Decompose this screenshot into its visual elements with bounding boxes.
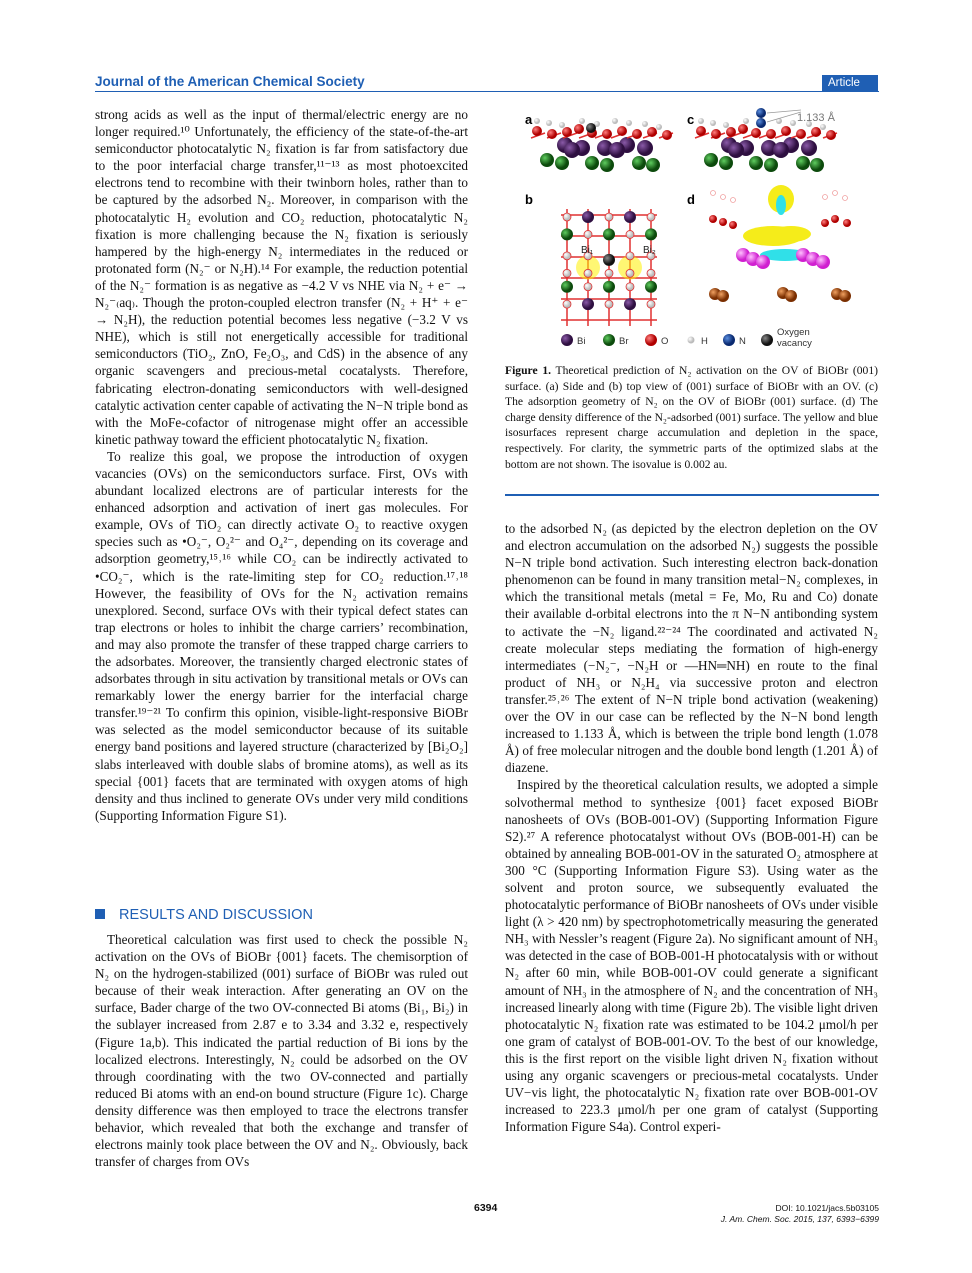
br-atom — [603, 281, 615, 293]
bi-atom — [773, 142, 789, 158]
o-atom — [711, 129, 721, 139]
paragraph: strong acids as well as the input of thermal/electric energy are no longer required.¹⁰ Unfortunately, the efficiency of the state-of-the-art semiconductor photocatalytic N₂ fixation is far from satisfactory due to the poor interfacial charge transfer,¹¹⁻¹³ as most photoexcited electrons tend to recombine with their twinborn holes, rather than to be captured by the adsorbed N₂. Moreover, in comparison with the photocatalytic H₂ evolution and CO₂ reduction, photocatalytic N₂ fixation is more challenging because the N₂ fixation is seriously hampered by the high-energy N₂ intermediates in the reduced or protonated form (N₂⁻ or N₂H).¹⁴ For example, the reduction potential of the N₂⁻ formation is as negative as −4.2 V vs NHE via N₂ + e⁻ → N₂⁻₍aq₎. Though the proton-coupled electron transfer (N₂ + H⁺ + e⁻ → N₂H), the reduction potential becomes less negative (−3.2 V vs NHE), which is still not energetically accessible for traditional semiconductors (TiO₂, ZnO, Fe₂O₃, and CdS) in the absence of any organic scavengers and precious-metal cocatalysts. Therefore, fabricating electron-donating semiconductors with well-designed catalytic activation center capable of activating the N−N triple bond as with the MoFe-cofactor of nitrogenase might offer an accessible kinetic pathway toward the efficient photocatalytic N₂ fixation. — [95, 107, 468, 447]
legend-swatch-n — [723, 334, 735, 346]
left-column-section — [95, 931, 468, 1170]
o-atom — [647, 127, 657, 137]
h-atom — [723, 122, 729, 128]
o-atom — [826, 130, 836, 140]
h-atom — [626, 120, 632, 126]
h-atom — [605, 213, 613, 221]
o-atom — [696, 126, 706, 136]
br-atom — [600, 158, 614, 172]
o-atom — [729, 221, 737, 229]
n-atom — [756, 118, 766, 128]
o-atom — [721, 195, 726, 200]
caption-label: Figure 1. — [505, 364, 552, 377]
bi1-label: Bi₁ — [581, 245, 594, 256]
h-atom — [647, 300, 655, 308]
paragraph: to the adsorbed N₂ (as depicted by the electron depletion on the OV and electron accumulation on the adsorbed N₂) suggests the possible N−N triple bond activation. Such interesting electron back-donation phenomenon can be found in many transition metal−N₂ complexes, in which the transitional metals (metal = Fe, Mo, Ru and Co) donate their available d-orbital electrons into the π N−N antibonding system to activate the −N₂ ligand.²²⁻²⁴ The coordinated and activated N₂ create molecular steps mediating the formation of high-energy intermediates (−N₂⁻, −N₂H or —HN═NH) en route to the final product of NH₃ or N₂H₄ via successive proton and electron transfer.²⁵˒²⁶ The extent of N−N triple bond activation (weakening) over the OV in our case can be reflected by the N−N bond length increased to 1.133 Å, which is between the triple bond length (1.078 Å) of free molecular nitrogen and the double bond length (1.201 Å) of diazene. — [505, 521, 878, 776]
br-atom — [717, 290, 729, 302]
bi-atom — [816, 255, 830, 269]
o-atom — [662, 130, 672, 140]
br-atom — [749, 156, 763, 170]
h-atom — [584, 283, 592, 291]
o-atom — [833, 191, 838, 196]
bi-atom — [609, 142, 625, 158]
bond — [767, 112, 801, 122]
bi-atom — [624, 211, 636, 223]
br-atom — [764, 158, 778, 172]
header-rule — [95, 91, 879, 92]
o-atom — [562, 127, 572, 137]
br-atom — [603, 228, 615, 240]
legend-label: Oxygen vacancy — [777, 327, 812, 349]
o-atom — [823, 195, 828, 200]
br-atom — [555, 156, 569, 170]
h-atom — [626, 283, 634, 291]
paragraph: Inspired by the theoretical calculation results, we adopted a simple solvothermal method to synthesize {001} facet exposed BiOBr nanosheets of OVs (BOB-001-OV) (Supporting Information Figure S2).²⁷ A reference photocatalyst without OVs (BOB-001-H) can be obtained by annealing BOB-001-OV in the saturated O₂ atmosphere at 300 °C (Supporting Information Figure S3). Using water as the solvent and proton source, we subsequently evaluated the photocatalytic performance of BiOBr nanosheets of OVs under visible light (λ > 420 nm) by spectrophotometrically measuring the generated NH₃ with Nessler’s reagent (Figure 2a). No significant amount of NH₃ was detected in the case of BOB-001-H photocatalysis with or without N₂ after 60 min, while BOB-001-OV could generate a significant amount of NH₃ in the atmosphere of N₂ and the concentration of NH₃ increased linearly along with time (Figure 2b). The visible light driven photocatalytic N₂ fixation rate was estimated to be 104.2 μmol/h per one gram of catalyst of BOB-001-OV. To the best of our knowledge, this is the first report on the visible light driven N₂ fixation without using any organic scavengers or precious-metal cocatalysts. Under UV−vis light, the photocatalytic N₂ fixation rate over BOB-001-OV increased to 223.3 μmol/h per one gram of catalyst (Supporting Information Figure S4a). Control experi- — [505, 777, 878, 1135]
h-atom — [605, 300, 613, 308]
o-atom — [843, 196, 848, 201]
h-atom — [626, 252, 634, 260]
h-atom — [626, 230, 634, 238]
caption-text: Theoretical prediction of N₂ activation on the OV of BiOBr (001) surface. (a) Side and (b) top view of (001) surface of BiOBr with an OV. (c) The adsorption geometry of N₂ on the OV of BiOBr (001) surface. (d) The charge density difference of the N₂-adsorbed (001) surface. The yellow and blue isosurfaces represent charge accumulation and depletion in the space, respectively. For clarity, the symmetric parts of the optimized slabs at the bottom are not shown. The isovalue is 0.002 au. — [505, 364, 878, 471]
h-atom — [743, 118, 749, 124]
br-atom — [839, 290, 851, 302]
legend-label: Br — [619, 336, 629, 347]
figure-1-image — [505, 105, 879, 357]
figure-1 — [505, 105, 879, 357]
o-atom — [532, 126, 542, 136]
h-atom — [584, 269, 592, 277]
br-atom — [796, 156, 810, 170]
o-atom — [821, 219, 829, 227]
br-atom — [646, 158, 660, 172]
panel-label-b: b — [525, 192, 533, 207]
right-column — [505, 520, 878, 1135]
legend-swatch-o — [645, 334, 657, 346]
bi-atom — [582, 211, 594, 223]
legend-swatch-oxygen-vacancy — [761, 334, 773, 346]
doi: DOI: 10.1021/jacs.5b03105 — [775, 1203, 879, 1213]
figure-caption — [505, 363, 878, 472]
o-atom — [709, 215, 717, 223]
o-atom — [711, 191, 716, 196]
vacancy-site — [603, 254, 615, 266]
legend-label: H — [701, 336, 708, 347]
bi-atom — [756, 255, 770, 269]
br-atom — [645, 281, 657, 293]
panel-label-d: d — [687, 192, 695, 207]
legend-swatch-h — [688, 337, 695, 344]
heading-square-icon — [95, 909, 105, 919]
legend-label: Bi — [577, 336, 586, 347]
br-atom — [704, 153, 718, 167]
o-atom — [738, 124, 748, 134]
h-atom — [579, 118, 585, 124]
legend-label: N — [739, 336, 746, 347]
br-atom — [810, 158, 824, 172]
paragraph: To realize this goal, we propose the introduction of oxygen vacancies (OVs) on the semiconductors surface. First, OVs with abundant localized electrons are of particular interests for the enhanced adsorption and activation of inert gas molecules. For example, OVs of TiO₂ can directly activate O₂ to reactive oxygen species such as •O₂⁻, O₂²⁻ and O₄²⁻, depending on its coverage and adsorption geometry,¹⁵˒¹⁶ while CO₂ can be indirectly activated to •CO₂⁻, which is the rate-limiting step for CO₂ reduction.¹⁷˒¹⁸ However, the feasibility of OVs for the N₂ activation remains unexplored. Second, surface OVs with their typical defect states can trap electrons or holes to inhibit the charge carriers’ recombination, and may also promote the transfer of these trapped charge carriers to the adsorbates. Moreover, the transiently charged electronic states of adsorbates through in situ activation by transitional metals or OVs can remarkably lower the energy barrier for the interfacial charge transfer.¹⁹⁻²¹ To confirm this opinion, visible-light-responsive BiOBr was selected as the model semiconductor because of its suitable energy band positions and layered structure (characterized by [Bi₂O₂] slabs interleaved with double slabs of bromine atoms), as well as its special {001} facets that are terminated with oxygen atoms of high density and thus inclined to generate OVs under very mild conditions (Supporting Information Figure S1). — [95, 448, 468, 823]
h-atom — [710, 120, 716, 126]
h-atom — [534, 118, 540, 124]
h-atom — [647, 269, 655, 277]
o-atom — [751, 128, 761, 138]
section-heading-text: RESULTS AND DISCUSSION — [119, 907, 313, 923]
br-atom — [632, 156, 646, 170]
h-atom — [559, 122, 565, 128]
h-atom — [563, 213, 571, 221]
o-atom — [547, 129, 557, 139]
br-atom — [540, 153, 554, 167]
h-atom — [612, 118, 618, 124]
o-atom — [731, 198, 736, 203]
bi2-label: Bi₂ — [643, 245, 656, 256]
article-type-badge: Article — [822, 75, 878, 91]
o-atom — [843, 219, 851, 227]
bi-atom — [582, 298, 594, 310]
page-number: 6394 — [474, 1202, 498, 1214]
h-atom — [546, 120, 552, 126]
h-atom — [563, 269, 571, 277]
br-atom — [561, 281, 573, 293]
panel-label-c: c — [687, 112, 695, 127]
o-atom — [574, 124, 584, 134]
o-atom — [719, 218, 727, 226]
o-atom — [811, 127, 821, 137]
o-atom — [781, 126, 791, 136]
h-atom — [698, 118, 704, 124]
h-atom — [626, 269, 634, 277]
bond — [767, 110, 801, 113]
journal-title: Journal of the American Chemical Society — [95, 74, 365, 89]
o-atom — [632, 129, 642, 139]
accumulation-isosurface — [771, 226, 811, 242]
bi-atom — [637, 140, 653, 156]
bond-length-label: 1.133 Å — [797, 112, 835, 124]
o-atom — [766, 129, 776, 139]
figure-legend — [561, 327, 812, 349]
o-atom — [796, 129, 806, 139]
h-atom — [642, 121, 648, 127]
br-atom — [585, 156, 599, 170]
left-column — [95, 106, 468, 824]
paragraph: Theoretical calculation was first used to check the possible N₂ activation on the OVs of BiOBr {001} facets. The chemisorption of N₂ on the hydrogen-stabilized (001) surface of BiOBr was ruled out because of their weak interaction. After generating an OV on the surface, Bader charge of the two OV-connected Bi atoms (Bi₁, Bi₂) in the sublayer increased from 2.87 e to 3.34 and 3.32 e, respectively (Figure 1a,b). This indicated the partial reduction of Bi ions by the localized electrons. Interestingly, N₂ could be adsorbed on the OV through coordinating with the two OV-connected and partially reduced Bi atoms with an end-on bound structure (Figure 1c). Charge density difference was then employed to trace the electrons transfer behavior, which revealed that both the exchange and transfer of electrons mainly took place between the OV and N₂. Obviously, back transfer of charges from OVs — [95, 932, 468, 1170]
n-atom — [756, 108, 766, 118]
br-atom — [645, 228, 657, 240]
h-atom — [584, 230, 592, 238]
bi-atom — [624, 298, 636, 310]
h-atom — [605, 269, 613, 277]
panel-label-a: a — [525, 112, 533, 127]
br-atom — [719, 156, 733, 170]
br-atom — [785, 290, 797, 302]
bi-atom — [564, 142, 580, 158]
legend-label: O — [661, 336, 669, 347]
vacancy-site — [586, 123, 596, 133]
h-atom — [790, 120, 796, 126]
h-atom — [563, 252, 571, 260]
footer-citation — [721, 1203, 879, 1225]
section-heading — [95, 907, 313, 923]
h-atom — [656, 124, 662, 130]
caption-rule — [505, 494, 879, 496]
o-atom — [617, 126, 627, 136]
legend-swatch-br — [603, 334, 615, 346]
legend-swatch-bi — [561, 334, 573, 346]
h-atom — [563, 300, 571, 308]
h-atom — [647, 213, 655, 221]
br-atom — [561, 228, 573, 240]
h-atom — [820, 124, 826, 130]
journal-citation: J. Am. Chem. Soc. 2015, 137, 6393−6399 — [720, 1214, 879, 1224]
o-atom — [726, 127, 736, 137]
o-atom — [831, 215, 839, 223]
bi-atom — [728, 142, 744, 158]
o-atom — [602, 129, 612, 139]
depletion-isosurface — [776, 195, 786, 215]
bi-atom — [801, 140, 817, 156]
